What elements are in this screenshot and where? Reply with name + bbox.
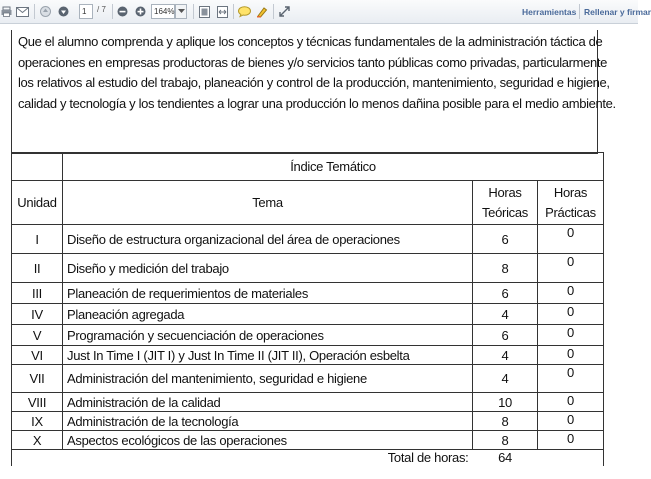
cell-practicas: 0: [538, 304, 604, 325]
page-total: / 7: [97, 5, 106, 14]
total-label: Total de horas:: [387, 450, 469, 466]
cell-practicas: 0: [538, 283, 604, 304]
header-horas-teoricas-line1: Horas: [488, 184, 522, 200]
cell-unidad: III: [12, 283, 63, 304]
cell-tema: Programación y secuenciación de operaciones: [63, 325, 473, 346]
cell-teoricas: 6: [473, 325, 538, 346]
cell-teoricas: 6: [473, 225, 538, 254]
cell-practicas: 0: [538, 225, 604, 254]
table-row: [12, 254, 604, 283]
cell-teoricas: 10: [473, 393, 538, 412]
cell-tema: Diseño y medición del trabajo: [63, 254, 473, 283]
cell-tema: Administración de la calidad: [63, 393, 473, 412]
cell-teoricas: 8: [473, 431, 538, 450]
header-tema: Tema: [63, 181, 473, 225]
zoom-dropdown-chevron-icon[interactable]: [175, 4, 187, 19]
table-title: Índice Temático: [63, 153, 604, 181]
cell-tema: Diseño de estructura organizacional del área de operaciones: [63, 225, 473, 254]
cell-practicas: 0: [538, 393, 604, 412]
table-row: [12, 412, 604, 431]
cell-teoricas: 8: [473, 254, 538, 283]
document-page: [0, 24, 638, 479]
header-horas-teoricas: [473, 181, 538, 225]
cell-unidad: V: [12, 325, 63, 346]
table-row: [12, 304, 604, 325]
highlight-icon[interactable]: [255, 3, 269, 20]
expand-icon[interactable]: [277, 3, 291, 20]
cell-practicas: 0: [538, 254, 604, 283]
cell-unidad: VI: [12, 346, 63, 365]
cell-unidad: I: [12, 225, 63, 254]
cell-tema: Aspectos ecológicos de las operaciones: [63, 431, 473, 450]
zoom-out-icon[interactable]: [116, 3, 129, 20]
email-icon[interactable]: [14, 3, 30, 20]
zoom-select[interactable]: 164%: [151, 4, 175, 19]
cell-practicas: 0: [538, 431, 604, 450]
header-horas-practicas: [538, 181, 604, 225]
total-value: 64: [498, 450, 512, 466]
cell-teoricas: 6: [473, 283, 538, 304]
table-row: [12, 393, 604, 412]
objective-line: Que el alumno comprenda y aplique los conceptos y técnicas fundamentales de la administración táctica de: [18, 34, 603, 49]
header-unidad: Unidad: [12, 181, 63, 225]
header-horas-practicas-line1: Horas: [553, 184, 588, 200]
cell-unidad: IX: [12, 412, 63, 431]
comment-icon[interactable]: [237, 3, 251, 20]
objective-line: calidad y tecnología y los tendientes a lograr una producción lo menos dañina posible para el medio ambiente.: [18, 95, 616, 111]
fit-width-icon[interactable]: [215, 3, 229, 20]
zoom-in-icon[interactable]: [134, 3, 147, 20]
table-row: [12, 365, 604, 393]
cell-unidad: VIII: [12, 393, 63, 412]
herramientas-button[interactable]: Herramientas: [522, 7, 577, 17]
previous-page-icon[interactable]: [38, 3, 52, 20]
page-number-input[interactable]: 1: [79, 4, 93, 19]
cell-practicas: 0: [538, 346, 604, 365]
print-icon[interactable]: [0, 3, 12, 20]
header-horas-practicas-line2: Prácticas: [545, 204, 596, 220]
table-row: [12, 431, 604, 450]
objective-line: los relativos al estudio del trabajo, planeación y control de la producción, mantenimiento, seguridad e higiene,: [18, 75, 610, 90]
cell-unidad: VII: [12, 365, 63, 393]
cell-tema: Administración de la tecnología: [63, 412, 473, 431]
cell-tema: Administración del mantenimiento, seguridad e higiene: [63, 365, 473, 393]
cell-tema: Planeación de requerimientos de materiales: [63, 283, 473, 304]
pdf-toolbar: [0, 0, 651, 24]
table-row: [12, 346, 604, 365]
fit-page-icon[interactable]: [197, 3, 211, 20]
header-horas-teoricas-line2: Teóricas: [481, 204, 528, 220]
table-row: [12, 225, 604, 254]
cell-practicas: 0: [538, 412, 604, 431]
cell-unidad: IV: [12, 304, 63, 325]
cell-practicas: 0: [538, 365, 604, 393]
next-page-icon[interactable]: [56, 3, 70, 20]
cell-teoricas: 8: [473, 412, 538, 431]
cell-unidad: X: [12, 431, 63, 450]
cell-practicas: 0: [538, 325, 604, 346]
cell-tema: Just In Time I (JIT I) y Just In Time II (JIT II), Operación esbelta: [63, 346, 473, 365]
indice-tematico-table: [11, 152, 604, 466]
cell-unidad: II: [12, 254, 63, 283]
objective-line: operaciones en empresas productoras de bienes y/o servicios tanto públicas como privadas, particularmente: [18, 54, 608, 70]
rellenar-y-firmar-button[interactable]: Rellenar y firmar: [584, 7, 651, 17]
objective-text: [18, 32, 616, 114]
cell-tema: Planeación agregada: [63, 304, 473, 325]
table-row: [12, 283, 604, 304]
cell-teoricas: 4: [473, 365, 538, 393]
cell-teoricas: 4: [473, 304, 538, 325]
cell-teoricas: 4: [473, 346, 538, 365]
table-row: [12, 325, 604, 346]
